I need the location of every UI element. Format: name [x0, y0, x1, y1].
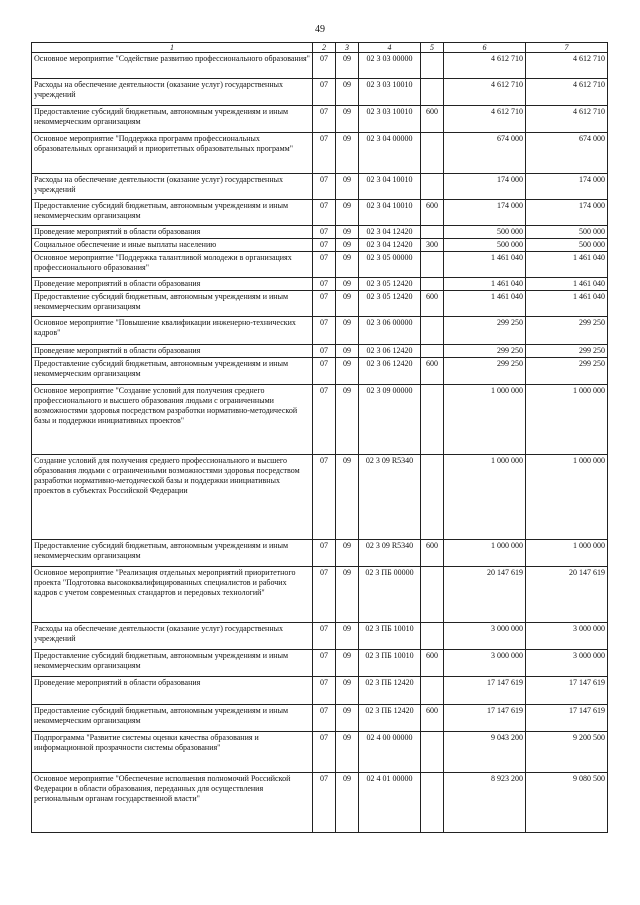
row-value-cell: 1 461 040 [526, 278, 608, 291]
row-value-cell: 02 4 00 00000 [359, 732, 421, 773]
row-value-cell: 02 3 09 00000 [359, 385, 421, 455]
row-name-cell: Проведение мероприятий в области образования [32, 278, 313, 291]
row-value-cell: 3 000 000 [444, 623, 526, 650]
row-value-cell: 02 3 04 00000 [359, 133, 421, 174]
table-row [32, 650, 608, 677]
row-name-cell: Подпрограмма "Развитие системы оценки качества образования и информационной прозрачности системы образования" [32, 732, 313, 773]
table-row [32, 732, 608, 773]
row-value-cell: 4 612 710 [526, 53, 608, 79]
row-value-cell [421, 385, 444, 455]
row-name-cell: Предоставление субсидий бюджетным, автономным учреждениям и иным некоммерческим организациям [32, 705, 313, 732]
table-row [32, 133, 608, 174]
row-value-cell: 174 000 [526, 200, 608, 226]
row-value-cell [421, 174, 444, 200]
row-value-cell: 07 [313, 291, 336, 317]
table-row [32, 705, 608, 732]
row-name-cell: Создание условий для получения среднего профессионального и высшего образования людьми с ограниченными возможностями здоровья посредством разработки нормативно-методической базы и поддержки инициативных проектов в субъектах Российской Федерации [32, 455, 313, 540]
row-name-cell: Предоставление субсидий бюджетным, автономным учреждениям и иным некоммерческим организациям [32, 650, 313, 677]
row-name-cell: Предоставление субсидий бюджетным, автономным учреждениям и иным некоммерческим организациям [32, 200, 313, 226]
row-value-cell: 174 000 [526, 174, 608, 200]
row-value-cell: 07 [313, 317, 336, 345]
row-value-cell: 674 000 [526, 133, 608, 174]
table-row [32, 200, 608, 226]
row-value-cell: 299 250 [444, 317, 526, 345]
row-value-cell: 07 [313, 567, 336, 623]
row-name-cell: Социальное обеспечение и иные выплаты населению [32, 239, 313, 252]
row-value-cell: 1 000 000 [444, 455, 526, 540]
row-value-cell: 09 [336, 200, 359, 226]
row-value-cell: 02 3 ПБ 12420 [359, 705, 421, 732]
col-header: 2 [313, 43, 336, 53]
row-value-cell: 299 250 [526, 317, 608, 345]
row-value-cell: 07 [313, 358, 336, 385]
table-row [32, 239, 608, 252]
row-value-cell: 17 147 619 [526, 677, 608, 705]
row-value-cell: 09 [336, 226, 359, 239]
row-value-cell: 02 3 03 10010 [359, 79, 421, 106]
row-value-cell: 07 [313, 252, 336, 278]
row-value-cell: 20 147 619 [526, 567, 608, 623]
col-header: 7 [526, 43, 608, 53]
row-name-cell: Основное мероприятие "Поддержка программ профессиональных образовательных организаций и приоритетных образовательных программ" [32, 133, 313, 174]
row-value-cell: 4 612 710 [444, 106, 526, 133]
row-value-cell: 17 147 619 [444, 677, 526, 705]
row-value-cell: 174 000 [444, 174, 526, 200]
row-value-cell: 07 [313, 623, 336, 650]
row-name-cell: Предоставление субсидий бюджетным, автономным учреждениям и иным некоммерческим организациям [32, 291, 313, 317]
row-value-cell: 02 3 04 10010 [359, 200, 421, 226]
row-value-cell: 07 [313, 226, 336, 239]
row-value-cell [421, 79, 444, 106]
row-value-cell: 09 [336, 732, 359, 773]
col-header: 5 [421, 43, 444, 53]
row-value-cell [421, 226, 444, 239]
row-name-cell: Основное мероприятие "Реализация отдельных мероприятий приоритетного проекта "Подготовка высококвалифицированных специалистов и рабочих кадров с учетом современных стандартов и передовых технологий" [32, 567, 313, 623]
row-value-cell: 600 [421, 291, 444, 317]
row-value-cell: 02 3 06 12420 [359, 345, 421, 358]
row-value-cell: 4 612 710 [444, 79, 526, 106]
row-value-cell: 09 [336, 239, 359, 252]
row-value-cell: 07 [313, 345, 336, 358]
row-value-cell: 600 [421, 106, 444, 133]
row-value-cell: 4 612 710 [526, 79, 608, 106]
row-value-cell: 600 [421, 650, 444, 677]
row-value-cell: 07 [313, 79, 336, 106]
row-value-cell: 02 3 09 R5340 [359, 455, 421, 540]
row-value-cell: 09 [336, 623, 359, 650]
row-value-cell [421, 133, 444, 174]
row-value-cell [421, 317, 444, 345]
row-value-cell: 17 147 619 [444, 705, 526, 732]
row-value-cell: 09 [336, 79, 359, 106]
row-value-cell: 07 [313, 200, 336, 226]
table-row [32, 278, 608, 291]
row-value-cell: 1 461 040 [526, 291, 608, 317]
row-value-cell: 02 3 03 10010 [359, 106, 421, 133]
table-row [32, 567, 608, 623]
table-row [32, 174, 608, 200]
row-value-cell: 500 000 [444, 226, 526, 239]
row-value-cell: 3 000 000 [526, 650, 608, 677]
table-row [32, 623, 608, 650]
row-value-cell: 4 612 710 [526, 106, 608, 133]
table-row [32, 358, 608, 385]
row-name-cell: Основное мероприятие "Содействие развитию профессионального образования" [32, 53, 313, 79]
table-row [32, 226, 608, 239]
row-value-cell: 1 461 040 [526, 252, 608, 278]
row-name-cell: Проведение мероприятий в области образования [32, 226, 313, 239]
row-value-cell: 4 612 710 [444, 53, 526, 79]
row-value-cell: 07 [313, 174, 336, 200]
row-name-cell: Основное мероприятие "Обеспечение исполнения полномочий Российской Федерации в области образования, переданных для осуществления региональным органам государственной власти" [32, 773, 313, 833]
row-value-cell: 1 000 000 [444, 540, 526, 567]
row-value-cell: 674 000 [444, 133, 526, 174]
row-value-cell: 07 [313, 540, 336, 567]
row-value-cell: 09 [336, 540, 359, 567]
row-value-cell: 09 [336, 174, 359, 200]
row-value-cell: 299 250 [444, 358, 526, 385]
row-value-cell [421, 732, 444, 773]
row-value-cell: 3 000 000 [526, 623, 608, 650]
row-value-cell [421, 278, 444, 291]
table-row [32, 773, 608, 833]
row-value-cell: 09 [336, 252, 359, 278]
row-value-cell: 3 000 000 [444, 650, 526, 677]
table-row [32, 53, 608, 79]
row-value-cell: 07 [313, 133, 336, 174]
row-value-cell: 500 000 [526, 239, 608, 252]
row-value-cell: 09 [336, 278, 359, 291]
row-value-cell: 02 3 ПБ 12420 [359, 677, 421, 705]
row-value-cell: 07 [313, 455, 336, 540]
row-value-cell: 02 3 04 10010 [359, 174, 421, 200]
row-value-cell [421, 677, 444, 705]
row-value-cell: 9 080 500 [526, 773, 608, 833]
row-value-cell: 02 3 05 12420 [359, 291, 421, 317]
row-value-cell: 07 [313, 53, 336, 79]
row-value-cell: 02 3 ПБ 10010 [359, 650, 421, 677]
row-value-cell: 07 [313, 239, 336, 252]
row-value-cell: 09 [336, 705, 359, 732]
row-name-cell: Проведение мероприятий в области образования [32, 677, 313, 705]
row-value-cell: 09 [336, 385, 359, 455]
row-value-cell [421, 455, 444, 540]
table-row [32, 317, 608, 345]
row-value-cell: 02 3 06 00000 [359, 317, 421, 345]
row-value-cell: 02 3 05 00000 [359, 252, 421, 278]
row-value-cell: 09 [336, 345, 359, 358]
row-value-cell: 299 250 [526, 358, 608, 385]
row-value-cell: 07 [313, 650, 336, 677]
row-value-cell: 600 [421, 200, 444, 226]
table-row [32, 385, 608, 455]
row-value-cell: 600 [421, 705, 444, 732]
row-name-cell: Основное мероприятие "Поддержка талантливой молодежи в организациях профессионального образования" [32, 252, 313, 278]
row-value-cell: 299 250 [526, 345, 608, 358]
row-name-cell: Проведение мероприятий в области образования [32, 345, 313, 358]
table-row [32, 540, 608, 567]
row-value-cell: 02 3 04 12420 [359, 226, 421, 239]
row-value-cell: 17 147 619 [526, 705, 608, 732]
row-value-cell: 07 [313, 106, 336, 133]
row-value-cell: 07 [313, 732, 336, 773]
row-value-cell: 1 461 040 [444, 278, 526, 291]
row-value-cell: 07 [313, 705, 336, 732]
row-value-cell: 09 [336, 53, 359, 79]
col-header: 6 [444, 43, 526, 53]
row-value-cell: 09 [336, 291, 359, 317]
row-name-cell: Предоставление субсидий бюджетным, автономным учреждениям и иным некоммерческим организациям [32, 540, 313, 567]
row-value-cell: 07 [313, 385, 336, 455]
row-name-cell: Расходы на обеспечение деятельности (оказание услуг) государственных учреждений [32, 79, 313, 106]
row-value-cell: 07 [313, 677, 336, 705]
row-value-cell: 09 [336, 650, 359, 677]
table-row [32, 455, 608, 540]
table-row [32, 345, 608, 358]
row-value-cell: 02 3 ПБ 10010 [359, 623, 421, 650]
row-value-cell: 300 [421, 239, 444, 252]
row-value-cell: 8 923 200 [444, 773, 526, 833]
row-value-cell: 299 250 [444, 345, 526, 358]
row-value-cell: 02 3 03 00000 [359, 53, 421, 79]
row-value-cell: 09 [336, 455, 359, 540]
row-value-cell: 500 000 [526, 226, 608, 239]
row-value-cell: 174 000 [444, 200, 526, 226]
row-value-cell [421, 345, 444, 358]
row-value-cell: 09 [336, 567, 359, 623]
row-value-cell: 1 000 000 [526, 540, 608, 567]
row-value-cell: 09 [336, 358, 359, 385]
row-value-cell: 02 3 06 12420 [359, 358, 421, 385]
col-header: 1 [32, 43, 313, 53]
row-value-cell: 02 3 04 12420 [359, 239, 421, 252]
row-value-cell [421, 773, 444, 833]
table-row [32, 677, 608, 705]
row-value-cell: 9 043 200 [444, 732, 526, 773]
row-value-cell: 09 [336, 317, 359, 345]
row-name-cell: Предоставление субсидий бюджетным, автономным учреждениям и иным некоммерческим организациям [32, 358, 313, 385]
row-value-cell [421, 53, 444, 79]
row-value-cell: 20 147 619 [444, 567, 526, 623]
row-name-cell: Расходы на обеспечение деятельности (оказание услуг) государственных учреждений [32, 174, 313, 200]
page-number: 49 [315, 24, 325, 35]
row-value-cell: 1 000 000 [526, 385, 608, 455]
col-header: 4 [359, 43, 421, 53]
row-value-cell [421, 252, 444, 278]
row-value-cell: 02 3 09 R5340 [359, 540, 421, 567]
row-value-cell: 09 [336, 773, 359, 833]
row-value-cell: 1 000 000 [444, 385, 526, 455]
row-name-cell: Расходы на обеспечение деятельности (оказание услуг) государственных учреждений [32, 623, 313, 650]
table-row [32, 79, 608, 106]
row-value-cell: 09 [336, 133, 359, 174]
row-value-cell: 1 461 040 [444, 252, 526, 278]
row-value-cell: 02 3 ПБ 00000 [359, 567, 421, 623]
row-value-cell: 1 461 040 [444, 291, 526, 317]
row-value-cell: 09 [336, 677, 359, 705]
row-value-cell: 09 [336, 106, 359, 133]
table-row [32, 291, 608, 317]
budget-table [31, 42, 608, 833]
row-name-cell: Предоставление субсидий бюджетным, автономным учреждениям и иным некоммерческим организациям [32, 106, 313, 133]
row-name-cell: Основное мероприятие "Создание условий для получения среднего профессионального и высшего образования людьми с ограниченными возможностями здоровья посредством разработки нормативно-методической базы и поддержки инициативных проектов" [32, 385, 313, 455]
row-value-cell: 500 000 [444, 239, 526, 252]
row-value-cell: 600 [421, 540, 444, 567]
table-row [32, 252, 608, 278]
row-value-cell: 02 4 01 00000 [359, 773, 421, 833]
row-value-cell: 02 3 05 12420 [359, 278, 421, 291]
row-value-cell: 600 [421, 358, 444, 385]
header-row [32, 43, 608, 53]
row-value-cell: 07 [313, 773, 336, 833]
row-name-cell: Основное мероприятие "Повышение квалификации инженерно-технических кадров" [32, 317, 313, 345]
row-value-cell: 1 000 000 [526, 455, 608, 540]
col-header: 3 [336, 43, 359, 53]
row-value-cell [421, 623, 444, 650]
table-row [32, 106, 608, 133]
row-value-cell: 07 [313, 278, 336, 291]
row-value-cell: 9 200 500 [526, 732, 608, 773]
row-value-cell [421, 567, 444, 623]
